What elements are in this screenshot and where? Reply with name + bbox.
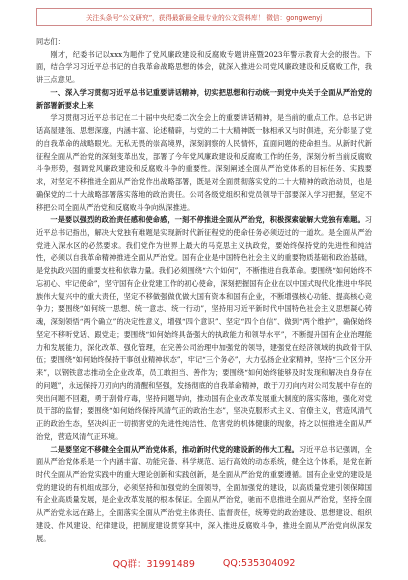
promo-banner-text: 关注头条号“公文研究”，获得最新最全最专业的公文资料库！ 微信：gongwenyj xyxy=(85,14,323,22)
paragraph-body-1: 学习贯彻习近平总书记在二十届中央纪委二次全会上的重要讲话精神，是当前的重点工作。总书记讲话高屋建瓴、思想深邃，内涵丰富、论述精辟，与党的二十大精神既一脉相承又与时俱进，充分彰显了党的自我革命的战略眼光。无私无畏的崇高境界，深刻洞察的人民情怀，直面问题的使命担当。从新时代新征程全面从严治党的深刻变革出发，部署了今年党风廉政建设和反腐败工作的任务，深刻分析当前反腐败斗争形势，强调党风廉政建设和反腐败斗争的重要性。深刻阐述全面从严治党体系的目标任务、实践要求，对坚定不移推进全面从严治党作出战略部署，既是对全面贯彻落实党的二十大精神的政治动员，也是确保党的二十大战略部署落实落地的政治责任。公司各级党组织和党员领导干部要深入学习把握，坚定不移把公司全面从严治党和反腐败斗争向纵深推进。 xyxy=(36,113,372,212)
point-1-lead: 一是要以强烈的政治责任感和使命感，一刻不停推进全面从严治党，积极探索破解大党独有难题。 xyxy=(50,215,365,225)
point-1-text: 习近平总书记指出，解决大党独有难题是实现新时代新征程党的使命任务必须迈过的一道坎。是全面从严治党进入深水区的必然要求。我们党作为世界上最大的马克思主义执政党，要始终保持党的先进性和纯洁性，必须以自我革命精神推进全面从严治党。国有企业是中国特色社会主义的重要物质基础和政治基础，是党执政兴国的重要支柱和依靠力量。我们必须围绕“六个如何”，不断推进自我革命。要围绕“如何始终不忘初心、牢记使命”，坚守国有企业党建工作的初心使命，深刻把握国有企业在以中国式现代化推进中华民族伟大复兴中的重大责任，坚定不移做强做优做大国有资本和国有企业，不断增强核心功能、提高核心竞争力；要围绕“如何统一思想、统一意志、统一行动”，坚持用习近平新时代中国特色社会主义思想凝心铸魂，深刻领悟“两个确立”的决定性意义，增强“四个意识”、坚定“四个自信”、做到“两个维护”，确保始终坚定不移听党话、跟党走；要围绕“如何始终具备强大的执政能力和领导水平”，不断提升国有企业治理能力和发展能力，深化改革、强化管理，在完善公司治理中加强党的领导，建强党在经济领域的执政骨干队伍；要围绕“如何始终保持干事创业精神状态”，牢记“三个务必”，大力弘扬企业家精神，坚持“三个区分开来”，以钢铁意志推动全企业改革，员工敢担当、善作为；要围绕“如何始终能够及时发现和解决自身存在的问题”，永远保持刀刃向内的清醒和坚强，发扬彻底的自我革命精神，敢于刀刃向内对公司发展中存在的突出问题不回避，勇于刮骨疗毒，坚持问题导向，推动国有企业改革发展重大制度的落实落地，强化对党员干部的监督；要围绕“如何始终保持风清气正的政治生态”，坚决克服形式主义、官僚主义，营造风清气正的政治生态，坚决纠正一切损害党的先进性纯洁性、危害党的机体健康的现象，持之以恒推进全面从严治党，营造风清气正环境。 xyxy=(36,215,372,441)
paragraph-point-1 xyxy=(36,214,372,443)
paragraph-intro: 刚才，纪委书记以xxx为题作了党风廉政建设和反腐败专题讲座暨2023年警示教育大会的报告。下面，结合学习习近平总书记的自我革命战略思想的体会，就深入推进公司党风廉政建设和反腐败工作，我讲三点意见。 xyxy=(36,49,372,85)
section-heading-1: 一、深入学习贯彻习近平总书记重要讲话精神，切实把思想和行动统一到党中央关于全面从严治党的新部署新要求上来 xyxy=(36,87,372,110)
qq-group-text: QQ群：31991489 xyxy=(112,559,195,570)
document-body xyxy=(36,36,372,545)
point-2-lead: 二是要坚定不移健全全面从严治党体系，推动新时代党的建设新的伟大工程。 xyxy=(50,444,299,454)
greeting: 同志们： xyxy=(36,37,65,46)
paragraph-point-2 xyxy=(36,444,372,546)
point-2-text: 习近平总书记强调，全面从严治党体系是一个内涵丰富、功能完备、科学规范、运行高效的动态系统，健全这个体系，是党在新时代全面从严治党实践中的重大理论创新和实践创新，是全面从严治党的重要遵循。国有企业党的建设是党的建设的有机组成部分，必须坚持和加强党的全面领导，全面加强党的建设，以高质量党建引领保障国有企业高质量发展，是企业改革发展的根本保证。全面从严治党，驰而不息推进全面从严治党，坚持全面从严治党永远在路上，全面落实全面从严治党主体责任、监督责任，统筹党的政治建设、思想建设、组织建设、作风建设、纪律建设，把制度建设贯穿其中，深入推进反腐败斗争，推进全面从严治党向纵深发展。 xyxy=(36,444,372,543)
contact-footer xyxy=(0,553,408,573)
qq-text: QQ:535304092 xyxy=(222,557,296,569)
promo-banner xyxy=(36,8,372,26)
